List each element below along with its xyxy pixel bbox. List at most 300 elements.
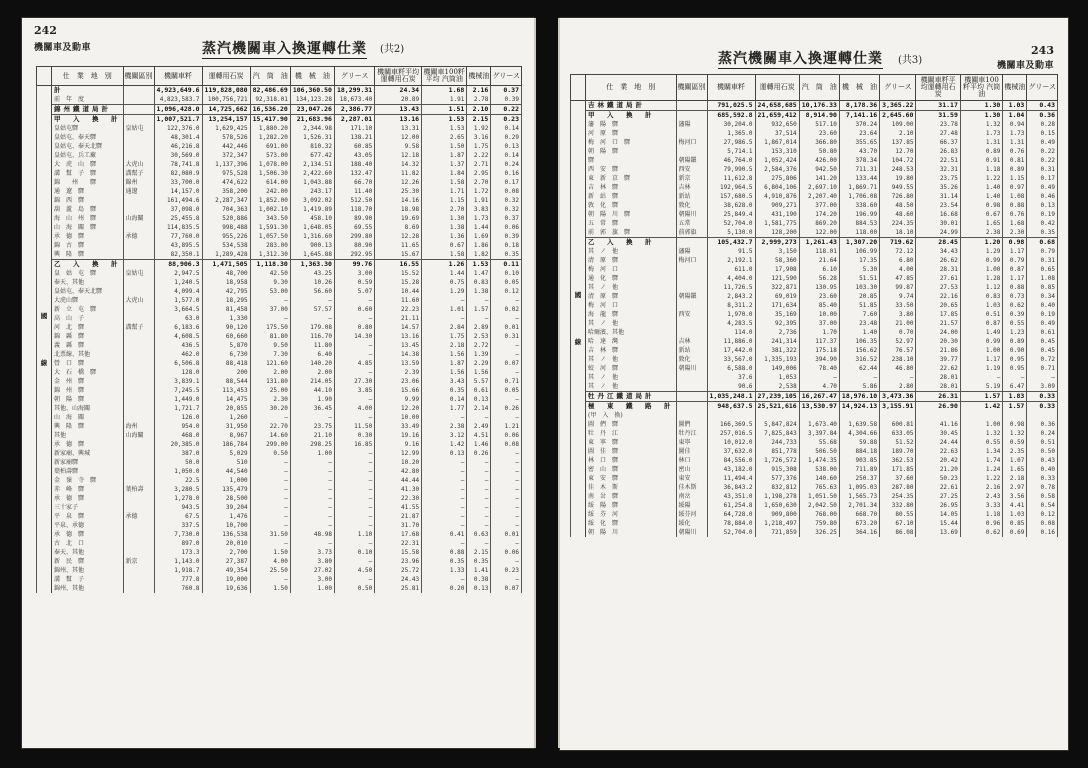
table-row: [37, 133, 522, 142]
value-cell: 2,701.34: [839, 501, 879, 510]
value-cell: 22.62: [916, 364, 960, 373]
value-cell: 1.57: [960, 392, 1002, 402]
table-row: [37, 476, 522, 485]
value-cell: 3.85: [334, 386, 374, 395]
row-label: 瀋 陽 驛: [586, 120, 677, 129]
table-row: [37, 86, 522, 96]
value-cell: 109.00: [880, 120, 916, 129]
value-cell: 31.59: [916, 111, 960, 121]
table-row: [37, 449, 522, 458]
value-cell: 884.18: [839, 447, 879, 456]
value-cell: 250.37: [839, 474, 879, 483]
value-cell: 161,494.6: [154, 196, 202, 205]
value-cell: —: [422, 314, 467, 323]
value-cell: 1.72: [467, 187, 491, 196]
value-cell: [880, 411, 916, 420]
value-cell: 33,567.0: [707, 355, 755, 364]
value-cell: 36,843.2: [707, 483, 755, 492]
value-cell: 387.0: [154, 449, 202, 458]
value-cell: 42.50: [250, 269, 290, 278]
value-cell: 3.43: [422, 377, 467, 386]
value-cell: 1.91: [467, 196, 491, 205]
value-cell: —: [250, 296, 290, 305]
value-cell: 4,304.66: [839, 429, 879, 438]
table-row: [37, 467, 522, 476]
value-cell: 106.99: [839, 247, 879, 256]
value-cell: 1.46: [467, 440, 491, 449]
depot-cell: [123, 521, 154, 530]
value-cell: 174.20: [799, 210, 839, 219]
value-cell: 5,714.1: [707, 147, 755, 156]
row-label: 錦 西 驛: [52, 196, 124, 205]
value-cell: 16.68: [916, 210, 960, 219]
depot-cell: 吉林: [676, 337, 707, 346]
value-cell: 50.23: [916, 474, 960, 483]
value-cell: 1.44: [422, 269, 467, 278]
value-cell: 48,301.4: [154, 133, 202, 142]
table-row: [571, 201, 1058, 210]
value-cell: 1,137,396: [202, 160, 250, 169]
value-cell: 765.63: [799, 483, 839, 492]
value-cell: 2.49: [467, 422, 491, 431]
value-cell: 0.24: [1027, 429, 1058, 438]
table-row: [37, 368, 522, 377]
value-cell: 20,385.0: [154, 440, 202, 449]
value-cell: 1,260: [202, 413, 250, 422]
value-cell: —: [334, 413, 374, 422]
value-cell: 18,958: [202, 278, 250, 287]
value-cell: 92,395: [755, 319, 799, 328]
value-cell: 244,733: [755, 438, 799, 447]
value-cell: 47.85: [880, 274, 916, 283]
value-cell: 3,280.5: [154, 485, 202, 494]
row-label: 甲 入 換 計: [586, 111, 677, 121]
row-label: 承 德 驛: [52, 494, 124, 503]
value-cell: —: [290, 314, 334, 323]
value-cell: 18,673.40: [334, 95, 374, 105]
value-cell: 11.80: [290, 341, 334, 350]
value-cell: 57.57: [290, 305, 334, 314]
value-cell: —: [491, 296, 522, 305]
table-row: [571, 346, 1058, 355]
table-row: [571, 129, 1058, 138]
value-cell: 0.88: [422, 548, 467, 557]
row-label: 前 郭 旗 驛: [586, 228, 677, 238]
value-cell: 2.39: [375, 368, 422, 377]
value-cell: 14.60: [250, 431, 290, 440]
value-cell: 48.50: [880, 201, 916, 210]
value-cell: 1,051.50: [799, 492, 839, 501]
value-cell: 1.91: [422, 95, 467, 105]
value-cell: 12.99: [375, 449, 422, 458]
value-cell: 1.29: [960, 247, 1002, 256]
depot-cell: [123, 241, 154, 250]
table-row: [571, 183, 1058, 192]
value-cell: 0.08: [491, 187, 522, 196]
value-cell: 2.10: [880, 129, 916, 138]
value-cell: 76.57: [880, 346, 916, 355]
table-row: [571, 219, 1058, 228]
value-cell: 1.03: [1003, 510, 1027, 519]
value-cell: 21.20: [916, 465, 960, 474]
value-cell: 2.65: [422, 133, 467, 142]
value-cell: 0.08: [1027, 519, 1058, 528]
value-cell: 948,637.5: [707, 402, 755, 412]
value-cell: 2,386.77: [334, 105, 374, 115]
value-cell: 60,660: [202, 332, 250, 341]
value-cell: 614.00: [250, 178, 290, 187]
value-cell: 2,999,273: [755, 238, 799, 248]
value-cell: 0.97: [1003, 183, 1027, 192]
value-cell: 27.53: [916, 283, 960, 292]
value-cell: 18,299.31: [334, 86, 374, 96]
value-cell: 2.18: [422, 341, 467, 350]
table-row: [37, 530, 522, 539]
value-cell: 0.30: [334, 431, 374, 440]
value-cell: 22.23: [375, 305, 422, 314]
value-cell: 140.60: [799, 474, 839, 483]
value-cell: 1.70: [799, 328, 839, 337]
value-cell: 1.53: [467, 260, 491, 270]
value-cell: 1,629,425: [202, 124, 250, 133]
table-row: [37, 160, 522, 169]
value-cell: 140.20: [290, 359, 334, 368]
value-cell: —: [422, 467, 467, 476]
value-cell: 24.34: [375, 86, 422, 96]
value-cell: —: [491, 539, 522, 548]
column-header: 機械油: [467, 67, 491, 86]
value-cell: 0.65: [1027, 265, 1058, 274]
depot-cell: [123, 305, 154, 314]
value-cell: 0.73: [1003, 292, 1027, 301]
value-cell: 242.00: [250, 187, 290, 196]
value-cell: —: [422, 503, 467, 512]
value-cell: 1.68: [1003, 219, 1027, 228]
table-row: [571, 228, 1058, 238]
value-cell: 0.17: [1027, 174, 1058, 183]
value-cell: 673.20: [839, 519, 879, 528]
value-cell: 6.47: [1003, 382, 1027, 392]
depot-cell: 承德: [123, 512, 154, 521]
value-cell: 0.98: [1003, 238, 1027, 248]
value-cell: 5.57: [467, 377, 491, 386]
value-cell: 1,365.0: [707, 129, 755, 138]
depot-cell: [123, 142, 154, 151]
value-cell: —: [250, 539, 290, 548]
value-cell: 28.01: [916, 373, 960, 382]
value-cell: —: [250, 458, 290, 467]
value-cell: 39.77: [916, 355, 960, 364]
column-header: 機關車粁平均運轉用石炭: [916, 75, 960, 101]
value-cell: 7,141.16: [839, 111, 879, 121]
value-cell: 122.00: [799, 228, 839, 238]
row-label: 牡 丹 江: [586, 429, 677, 438]
value-cell: 0.54: [1027, 501, 1058, 510]
row-label: 皇姑屯驛: [52, 124, 124, 133]
value-cell: [755, 411, 799, 420]
value-cell: 5,130.0: [707, 228, 755, 238]
value-cell: —: [422, 485, 467, 494]
value-cell: 1,118.30: [250, 260, 290, 270]
value-cell: 6,506.8: [154, 359, 202, 368]
table-row: [37, 557, 522, 566]
value-cell: 1,057.50: [250, 232, 290, 241]
value-cell: 43,182.0: [707, 465, 755, 474]
value-cell: 88,418: [202, 359, 250, 368]
column-header: 機械油: [1003, 75, 1027, 101]
value-cell: 0.40: [1027, 301, 1058, 310]
value-cell: 122,376.0: [154, 124, 202, 133]
value-cell: 2.71: [467, 160, 491, 169]
value-cell: 103.30: [839, 283, 879, 292]
value-cell: 1.17: [960, 355, 1002, 364]
row-label: 河 北 驛: [52, 323, 124, 332]
value-cell: 0.90: [1003, 346, 1027, 355]
depot-cell: [123, 278, 154, 287]
value-cell: 17,442.0: [707, 346, 755, 355]
value-cell: 1.75: [467, 142, 491, 151]
value-cell: 9.50: [250, 341, 290, 350]
value-cell: 0.45: [1027, 346, 1058, 355]
value-cell: 1,506.30: [250, 169, 290, 178]
depot-cell: [676, 101, 707, 111]
value-cell: 0.33: [1027, 392, 1058, 402]
table-row: [571, 256, 1058, 265]
value-cell: 0.35: [467, 557, 491, 566]
value-cell: 50.0: [154, 458, 202, 467]
value-cell: 0.87: [1003, 265, 1027, 274]
value-cell: 66.37: [916, 138, 960, 147]
value-cell: 16,267.47: [799, 392, 839, 402]
value-cell: 1.22: [960, 174, 1002, 183]
value-cell: 62.44: [839, 364, 879, 373]
value-cell: 1.53: [422, 124, 467, 133]
value-cell: 0.20: [422, 584, 467, 593]
value-cell: 366.80: [799, 138, 839, 147]
depot-cell: 瀋陽: [676, 120, 707, 129]
value-cell: 1.19: [960, 364, 1002, 373]
value-cell: 0.62: [1003, 301, 1027, 310]
column-header: 機關車100粁平均 汽筒油: [960, 75, 1002, 101]
value-cell: 33,700.0: [154, 178, 202, 187]
page-part: (共2): [380, 44, 405, 55]
row-label: 梅 河 口: [586, 265, 677, 274]
value-cell: 1.24: [960, 465, 1002, 474]
value-cell: —: [422, 458, 467, 467]
depot-cell: 朝陽鎭: [676, 292, 707, 301]
row-label: 前 年 度: [52, 95, 124, 105]
value-cell: —: [250, 575, 290, 584]
value-cell: 6.80: [880, 256, 916, 265]
value-cell: 1.31: [1003, 138, 1027, 147]
value-cell: —: [491, 413, 522, 422]
data-table: [570, 74, 1058, 537]
depot-cell: [676, 328, 707, 337]
table-row: [571, 138, 1058, 147]
value-cell: 1.58: [422, 250, 467, 260]
value-cell: 0.36: [1027, 111, 1058, 121]
value-cell: 0.69: [1003, 528, 1027, 537]
depot-cell: [123, 395, 154, 404]
value-cell: 4,283.5: [707, 319, 755, 328]
value-cell: 25,455.8: [154, 214, 202, 223]
value-cell: —: [334, 575, 374, 584]
column-header: 機關車粁: [154, 67, 202, 86]
value-cell: 19.80: [880, 174, 916, 183]
value-cell: 1.04: [1003, 111, 1027, 121]
depot-cell: 錦州: [123, 178, 154, 187]
column-header: 機 械 油: [839, 75, 879, 101]
value-cell: 64,728.0: [707, 510, 755, 519]
row-label: 葫 蘆 島 驛: [52, 205, 124, 214]
value-cell: 26.83: [916, 147, 960, 156]
depot-cell: [676, 283, 707, 292]
value-cell: —: [250, 314, 290, 323]
value-cell: 66.70: [334, 178, 374, 187]
value-cell: 248.53: [880, 165, 916, 174]
value-cell: 1,095.03: [839, 483, 879, 492]
value-cell: 25.72: [375, 566, 422, 575]
value-cell: —: [491, 575, 522, 584]
depot-cell: [676, 274, 707, 283]
value-cell: 27.30: [334, 377, 374, 386]
value-cell: 19,636: [202, 584, 250, 593]
value-cell: 22.51: [916, 156, 960, 165]
value-cell: 685,592.8: [707, 111, 755, 121]
page-number: 242: [34, 24, 57, 37]
value-cell: —: [839, 373, 879, 382]
depot-cell: 大虎山: [123, 296, 154, 305]
value-cell: 1.83: [1003, 392, 1027, 402]
row-label: 皇姑屯、奉天北驛: [52, 142, 124, 151]
value-cell: 394.90: [799, 355, 839, 364]
value-cell: 51.85: [839, 301, 879, 310]
value-cell: 0.13: [467, 395, 491, 404]
value-cell: 114,835.5: [154, 223, 202, 232]
data-table: [36, 66, 522, 593]
table-row: [571, 238, 1058, 248]
value-cell: 4.85: [334, 359, 374, 368]
value-cell: 0.16: [1027, 528, 1058, 537]
value-cell: 46,764.0: [707, 156, 755, 165]
depot-cell: 新站: [676, 346, 707, 355]
value-cell: 1.40: [960, 192, 1002, 201]
value-cell: —: [334, 341, 374, 350]
value-cell: 11,726.5: [707, 283, 755, 292]
value-cell: 106.35: [839, 337, 879, 346]
value-cell: —: [467, 314, 491, 323]
value-cell: 51.52: [880, 438, 916, 447]
table-row: [571, 465, 1058, 474]
value-cell: 11,494.4: [707, 474, 755, 483]
value-cell: 1.73: [467, 214, 491, 223]
table-row: [571, 373, 1058, 382]
value-cell: 0.24: [491, 160, 522, 169]
depot-cell: 牡丹江: [676, 429, 707, 438]
value-cell: 171.85: [880, 465, 916, 474]
table-row: [37, 305, 522, 314]
value-cell: 1,650,630: [755, 501, 799, 510]
depot-cell: [123, 350, 154, 359]
value-cell: 25,849.4: [707, 210, 755, 219]
row-label: 甲 入 換 計: [52, 115, 124, 125]
value-cell: —: [334, 350, 374, 359]
value-cell: 48.98: [290, 530, 334, 539]
value-cell: 67.10: [880, 519, 916, 528]
value-cell: 0.79: [1003, 256, 1027, 265]
value-cell: 135,479: [202, 485, 250, 494]
value-cell: 22.5: [154, 476, 202, 485]
value-cell: 1.00: [960, 346, 1002, 355]
column-header: 汽 筒 油: [250, 67, 290, 86]
value-cell: 1,198,278: [755, 492, 799, 501]
value-cell: —: [334, 503, 374, 512]
value-cell: —: [290, 467, 334, 476]
row-label: 葉柏壽驛: [52, 467, 124, 476]
value-cell: 27.48: [916, 129, 960, 138]
value-cell: 52,704.0: [707, 219, 755, 228]
value-cell: 0.33: [1027, 474, 1058, 483]
value-cell: 362.53: [880, 456, 916, 465]
value-cell: 6,804,106: [755, 183, 799, 192]
value-cell: 0.46: [1027, 192, 1058, 201]
value-cell: 10.44: [375, 287, 422, 296]
value-cell: 3.33: [960, 501, 1002, 510]
row-label: 大 虎 山 驛: [52, 160, 124, 169]
value-cell: 0.32: [491, 205, 522, 214]
value-cell: 0.07: [491, 359, 522, 368]
value-cell: 0.67: [422, 241, 467, 250]
depot-cell: 瀋陽: [676, 247, 707, 256]
value-cell: —: [1027, 373, 1058, 382]
value-cell: 23.60: [799, 292, 839, 301]
depot-cell: [123, 359, 154, 368]
column-header: 仕 業 地 別: [586, 75, 677, 101]
table-row: [571, 382, 1058, 392]
depot-cell: 敦化: [676, 201, 707, 210]
value-cell: 0.10: [334, 548, 374, 557]
value-cell: 1.03: [960, 301, 1002, 310]
value-cell: 4,404.0: [707, 274, 755, 283]
value-cell: 3.00: [334, 269, 374, 278]
row-label: 錦 縣 驛: [52, 332, 124, 341]
value-cell: 0.49: [1027, 319, 1058, 328]
value-cell: 0.49: [1027, 138, 1058, 147]
value-cell: 0.99: [960, 337, 1002, 346]
value-cell: 1.90: [290, 395, 334, 404]
value-cell: —: [334, 314, 374, 323]
value-cell: 1.56: [422, 368, 467, 377]
value-cell: 1.00: [960, 420, 1002, 429]
value-cell: 1.56: [467, 368, 491, 377]
value-cell: 0.94: [1003, 120, 1027, 129]
depot-cell: [123, 105, 154, 115]
value-cell: 88,906.3: [154, 260, 202, 270]
row-label: 平 泉 驛: [52, 512, 124, 521]
value-cell: 20.42: [916, 456, 960, 465]
value-cell: 157,680.5: [707, 192, 755, 201]
depot-cell: 大虎山: [123, 160, 154, 169]
value-cell: 2.30: [1003, 228, 1027, 238]
value-cell: 24,658,685: [755, 101, 799, 111]
value-cell: —: [491, 350, 522, 359]
value-cell: 0.96: [960, 519, 1002, 528]
value-cell: 1.42: [960, 402, 1002, 412]
table-row: [37, 223, 522, 232]
row-label: 新 民 驛: [52, 557, 124, 566]
value-cell: 1.73: [1003, 129, 1027, 138]
value-cell: 121.60: [250, 359, 290, 368]
